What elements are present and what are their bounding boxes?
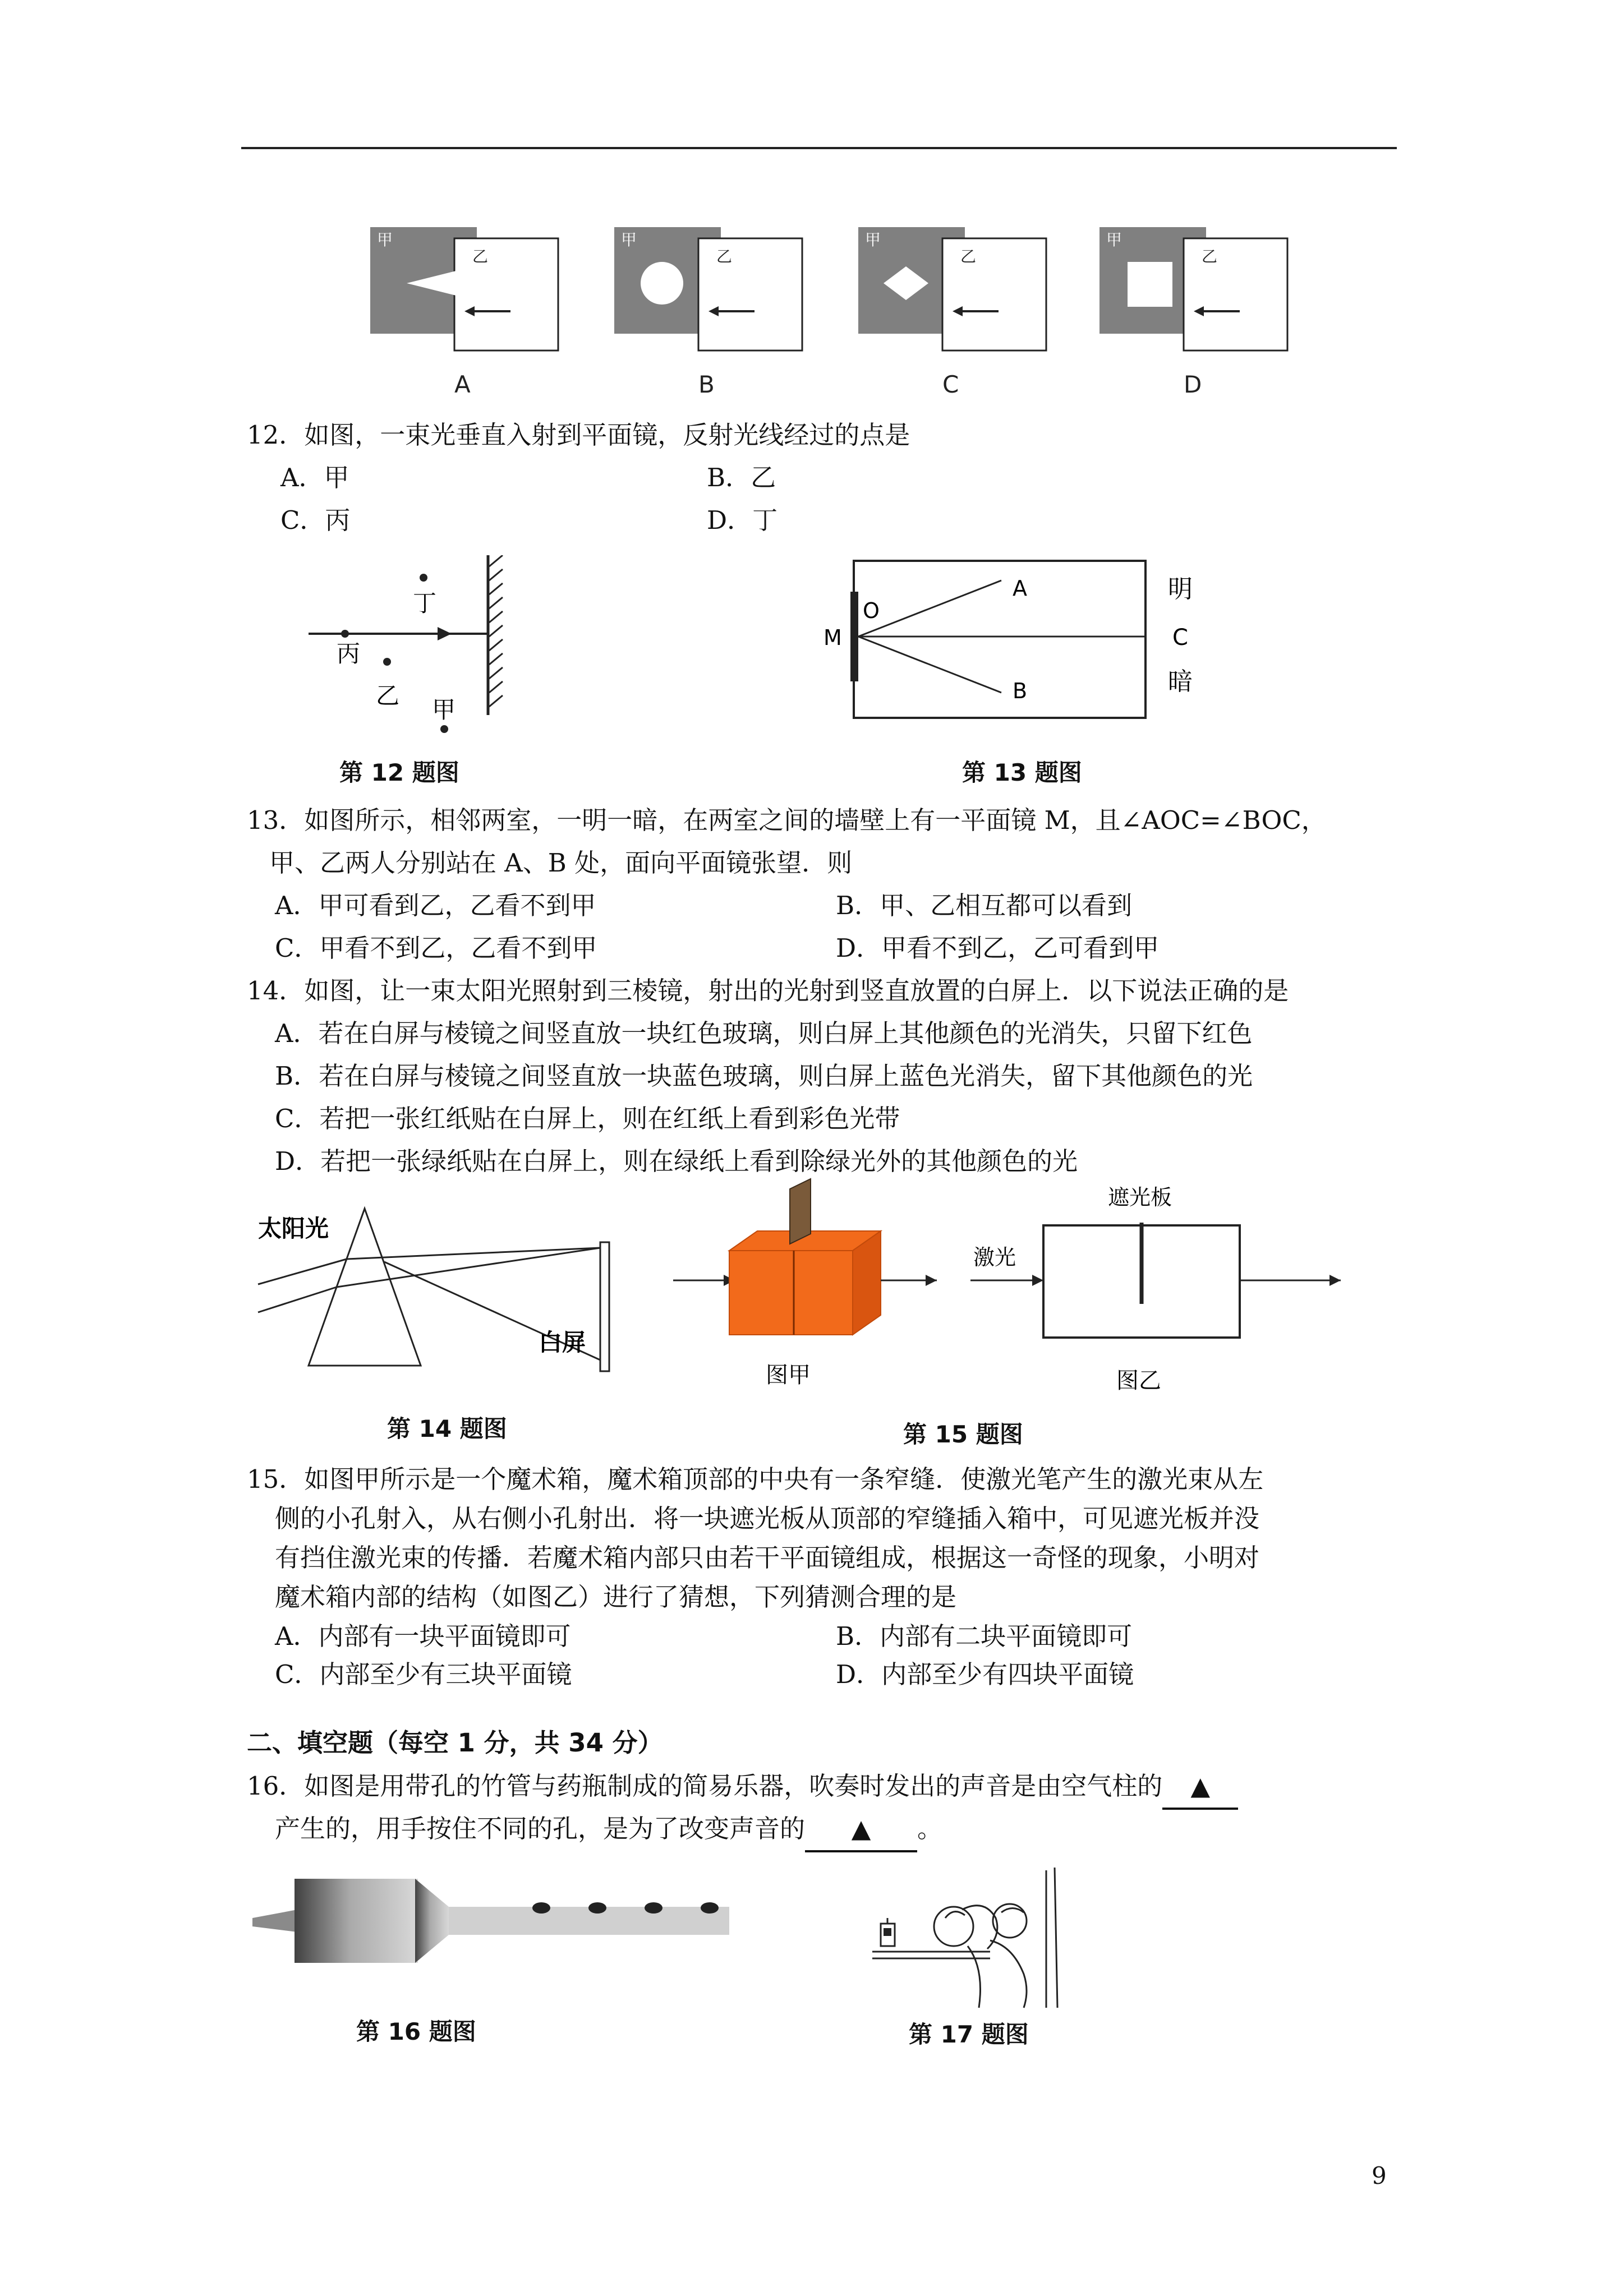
fig13-label-a: A [1013,576,1027,601]
fig17-caption: 第 17 题图 [909,2021,1029,2048]
q13-option-b: B．甲、乙相互都可以看到 [836,891,1133,920]
q13-option-a: A．甲可看到乙，乙看不到甲 [275,891,596,920]
fig15-diagram [668,1178,1363,1419]
fig11-jia-d: 甲 [1106,230,1122,249]
q16-line2 [275,1808,942,1852]
q14-option-c: C．若把一张红纸贴在白屏上，则在红纸上看到彩色光带 [275,1104,900,1133]
fig12-label-yi: 乙 [376,682,400,709]
fig14-label-sunlight: 太阳光 [258,1215,329,1242]
q15-option-a: A．内部有一块平面镜即可 [275,1621,571,1651]
fig17-sketch [861,1868,1097,2013]
fig14-label-screen: 白屏 [539,1329,586,1356]
header-rule [241,147,1397,149]
q16-blank-2[interactable]: ▲ [805,1808,917,1852]
q12-stem: 12．如图，一束光垂直入射到平面镜，反射光线经过的点是 [247,420,910,450]
fig15-caption: 第 15 题图 [903,1421,1023,1448]
q12-option-d: D．丁 [707,505,778,535]
fig11-jia-c: 甲 [865,230,881,249]
q16-line1 [247,1765,1238,1810]
fig11-yi-c: 乙 [960,247,977,266]
fig12-label-ding: 丁 [413,589,437,617]
fig11-yi-b: 乙 [716,247,733,266]
q12-option-b: B．乙 [707,463,776,492]
q15-option-c: C．内部至少有三块平面镜 [275,1659,572,1689]
q15-line3: 有挡住激光束的传播．若魔术箱内部只由若干平面镜组成，根据这一奇怪的现象，小明对 [275,1543,1260,1573]
q14-option-d: D．若把一张绿纸贴在白屏上，则在绿纸上看到除绿光外的其他颜色的光 [275,1146,1078,1176]
fig13-label-m: M [823,625,842,650]
fig14-diagram [252,1192,634,1377]
q16-line1-text: 16．如图是用带孔的竹管与药瓶制成的简易乐器，吹奏时发出的声音是由空气柱的 [247,1771,1163,1801]
q15-line2: 侧的小孔射入，从右侧小孔射出．将一块遮光板从顶部的窄缝插入箱中，可见遮光板并没 [275,1504,1260,1533]
fig11-letter-a: A [454,371,471,398]
fig15b-structure [970,1223,1341,1338]
fig15-sub-a: 图甲 [766,1362,811,1388]
q15-line4: 魔术箱内部的结构（如图乙）进行了猜想，下列猜测合理的是 [275,1582,957,1612]
fig16-instrument [247,1868,763,1980]
fig11-letter-c: C [942,371,959,398]
q14-option-a: A．若在白屏与棱镜之间竖直放一块红色玻璃，则白屏上其他颜色的光消失，只留下红色 [275,1018,1253,1048]
fig15-laser-label: 激光 [973,1245,1016,1270]
q16-blank-1[interactable]: ▲ [1162,1765,1238,1810]
q13-option-d: D．甲看不到乙，乙可看到甲 [836,933,1160,963]
fig11-yi-a: 乙 [472,247,489,266]
q15-line1: 15．如图甲所示是一个魔术箱，魔术箱顶部的中央有一条窄缝．使激光笔产生的激光束从左 [247,1464,1264,1494]
fig12-label-bing: 丙 [337,640,361,667]
fig11-panel-c [858,227,1046,398]
fig13-label-o: O [863,598,880,623]
fig12-diagram [303,555,561,746]
fig11-panel-a [370,227,558,398]
fig13-label-ming: 明 [1168,575,1193,603]
q13-line1: 13．如图所示，相邻两室，一明一暗，在两室之间的墙壁上有一平面镜 M，且∠AOC=∠BOC， [247,805,1327,835]
fig14-caption: 第 14 题图 [387,1415,507,1442]
fig11-panels [359,222,1313,407]
q14-option-b: B．若在白屏与棱镜之间竖直放一块蓝色玻璃，则白屏上蓝色光消失，留下其他颜色的光 [275,1061,1253,1091]
q14-stem: 14．如图，让一束太阳光照射到三棱镜，射出的光射到竖直放置的白屏上．以下说法正确的是 [247,976,1289,1006]
fig11-jia-b: 甲 [621,230,637,249]
q15-option-b: B．内部有二块平面镜即可 [836,1621,1133,1651]
fig13-caption: 第 13 题图 [962,759,1082,786]
fig11-jia-a: 甲 [377,230,393,249]
fig11-letter-d: D [1184,371,1202,398]
page-number: 9 [1372,2162,1387,2189]
q16-line2-end: 。 [917,1814,943,1843]
q13-option-c: C．甲看不到乙，乙看不到甲 [275,933,597,963]
fig12-label-jia: 甲 [432,696,456,723]
fig12-caption: 第 12 题图 [339,759,459,786]
q12-option-c: C．丙 [280,505,351,535]
section2-title: 二、填空题（每空 1 分，共 34 分） [247,1728,663,1758]
q12-option-a: A．甲 [280,463,349,492]
fig13-label-an: 暗 [1168,667,1193,696]
fig16-caption: 第 16 题图 [356,2018,476,2045]
fig15-sub-b: 图乙 [1116,1368,1161,1394]
q16-line2-text: 产生的，用手按住不同的孔，是为了改变声音的 [275,1814,806,1843]
fig15a-magic-box [673,1179,937,1335]
fig13-label-b: B [1013,679,1028,703]
fig11-letter-b: B [698,371,715,398]
fig11-yi-d: 乙 [1202,247,1218,266]
q13-line2: 甲、乙两人分别站在 A、B 处，面向平面镜张望．则 [269,848,853,878]
fig11-panel-b [614,227,802,398]
q15-option-d: D．内部至少有四块平面镜 [836,1659,1134,1689]
fig13-label-c: C [1172,625,1188,651]
fig13-diagram [819,555,1234,735]
fig15-board-label: 遮光板 [1108,1185,1172,1210]
fig11-panel-d [1099,227,1287,398]
